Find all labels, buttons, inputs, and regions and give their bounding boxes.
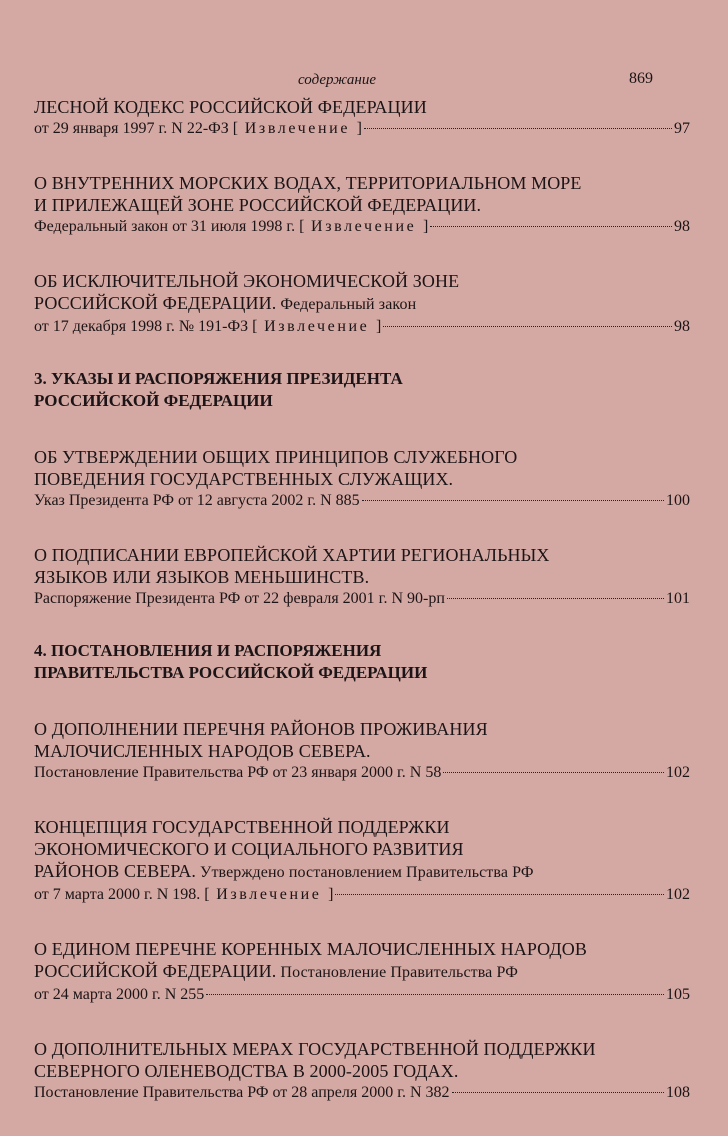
entry-title-line: ПОВЕДЕНИЯ ГОСУДАРСТВЕННЫХ СЛУЖАЩИХ. [34,469,454,489]
entry-page-number: 100 [666,492,690,509]
entry-title-line: РАЙОНОВ СЕВЕРА. Утверждено постановлением Правительства РФ [34,861,534,881]
entry-title-line: О ДОПОЛНИТЕЛЬНЫХ МЕРАХ ГОСУДАРСТВЕННОЙ ПОДДЕРЖКИ [34,1039,596,1059]
entry-title-line: О ВНУТРЕННИХ МОРСКИХ ВОДАХ, ТЕРРИТОРИАЛЬНОМ МОРЕ [34,173,582,193]
toc-entry [34,816,690,906]
entry-title-line: О ПОДПИСАНИИ ЕВРОПЕЙСКОЙ ХАРТИИ РЕГИОНАЛЬНЫХ [34,545,550,565]
running-head [0,70,728,94]
entry-page-number: 101 [666,590,690,607]
entry-page-number: 98 [674,218,690,235]
section-heading-line: 3. УКАЗЫ И РАСПОРЯЖЕНИЯ ПРЕЗИДЕНТА [34,369,403,388]
entry-title-line: СЕВЕРНОГО ОЛЕНЕВОДСТВА В 2000-2005 ГОДАХ. [34,1061,459,1081]
dot-leader [362,500,664,501]
entry-leader-line [34,762,690,784]
entry-leader-line [34,118,690,140]
dot-leader [443,772,664,773]
entry-leader-line [34,490,690,512]
toc-entry [34,446,690,512]
entry-page-number: 98 [674,318,690,335]
entry-title-line: О ЕДИНОМ ПЕРЕЧНЕ КОРЕННЫХ МАЛОЧИСЛЕННЫХ НАРОДОВ [34,939,587,959]
entry-page-number: 108 [666,1084,690,1101]
toc-entry [34,270,690,338]
entry-title-line: ЛЕСНОЙ КОДЕКС РОССИЙСКОЙ ФЕДЕРАЦИИ [34,97,427,117]
entry-citation: Постановление Правительства РФ от 23 января 2000 г. N 58 [34,764,442,781]
page-number: 869 [629,70,653,87]
dot-leader [430,226,672,227]
entry-title-line: ЭКОНОМИЧЕСКОГО И СОЦИАЛЬНОГО РАЗВИТИЯ [34,839,464,859]
entry-title-line: РОССИЙСКОЙ ФЕДЕРАЦИИ. Постановление Правительства РФ [34,961,518,981]
entry-title-line: МАЛОЧИСЛЕННЫХ НАРОДОВ СЕВЕРА. [34,741,371,761]
entry-page-number: 102 [666,886,690,903]
dot-leader [206,994,664,995]
entry-page-number: 105 [666,986,690,1003]
section-heading-line: ПРАВИТЕЛЬСТВА РОССИЙСКОЙ ФЕДЕРАЦИИ [34,663,428,682]
running-head-section: содержание [298,72,376,88]
entry-citation: от 24 марта 2000 г. N 255 [34,986,205,1003]
dot-leader [452,1092,664,1093]
entry-citation: Указ Президента РФ от 12 августа 2002 г. N 885 [34,492,360,509]
dot-leader [335,894,664,895]
entry-title-line: КОНЦЕПЦИЯ ГОСУДАРСТВЕННОЙ ПОДДЕРЖКИ [34,817,450,837]
entry-citation: от 29 января 1997 г. N 22-ФЗ [ Извлечение ] [34,120,362,137]
entry-leader-line [34,316,690,338]
table-of-contents [34,96,690,1136]
entry-leader-line [34,884,690,906]
entry-title-line: РОССИЙСКОЙ ФЕДЕРАЦИИ. Федеральный закон [34,293,417,313]
toc-entry [34,172,690,238]
toc-entry [34,1038,690,1104]
dot-leader [383,326,672,327]
section-heading [34,640,690,684]
section-heading-line: 4. ПОСТАНОВЛЕНИЯ И РАСПОРЯЖЕНИЯ [34,641,382,660]
entry-page-number: 97 [674,120,690,137]
entry-title-line: ОБ УТВЕРЖДЕНИИ ОБЩИХ ПРИНЦИПОВ СЛУЖЕБНОГО [34,447,518,467]
dot-leader [447,598,664,599]
section-heading-line: РОССИЙСКОЙ ФЕДЕРАЦИИ [34,391,273,410]
toc-entry [34,938,690,1006]
toc-entry [34,718,690,784]
entry-citation: от 17 декабря 1998 г. № 191-ФЗ [ Извлечение ] [34,318,382,335]
entry-title-line: О ДОПОЛНЕНИИ ПЕРЕЧНЯ РАЙОНОВ ПРОЖИВАНИЯ [34,719,488,739]
entry-leader-line [34,216,690,238]
entry-title-line: ОБ ИСКЛЮЧИТЕЛЬНОЙ ЭКОНОМИЧЕСКОЙ ЗОНЕ [34,271,460,291]
entry-leader-line [34,588,690,610]
dot-leader [364,128,672,129]
toc-entry [34,96,690,140]
entry-citation: Федеральный закон от 31 июля 1998 г. [ Извлечение ] [34,218,429,235]
toc-entry [34,544,690,610]
entry-citation: Распоряжение Президента РФ от 22 февраля 2001 г. N 90-рп [34,590,445,607]
entry-citation: Постановление Правительства РФ от 28 апреля 2000 г. N 382 [34,1084,450,1101]
section-heading [34,368,690,412]
entry-title-line: И ПРИЛЕЖАЩЕЙ ЗОНЕ РОССИЙСКОЙ ФЕДЕРАЦИИ. [34,195,482,215]
entry-leader-line [34,1082,690,1104]
entry-citation: от 7 марта 2000 г. N 198. [ Извлечение ] [34,886,334,903]
entry-page-number: 102 [666,764,690,781]
entry-title-line: ЯЗЫКОВ ИЛИ ЯЗЫКОВ МЕНЬШИНСТВ. [34,567,370,587]
entry-leader-line [34,984,690,1006]
